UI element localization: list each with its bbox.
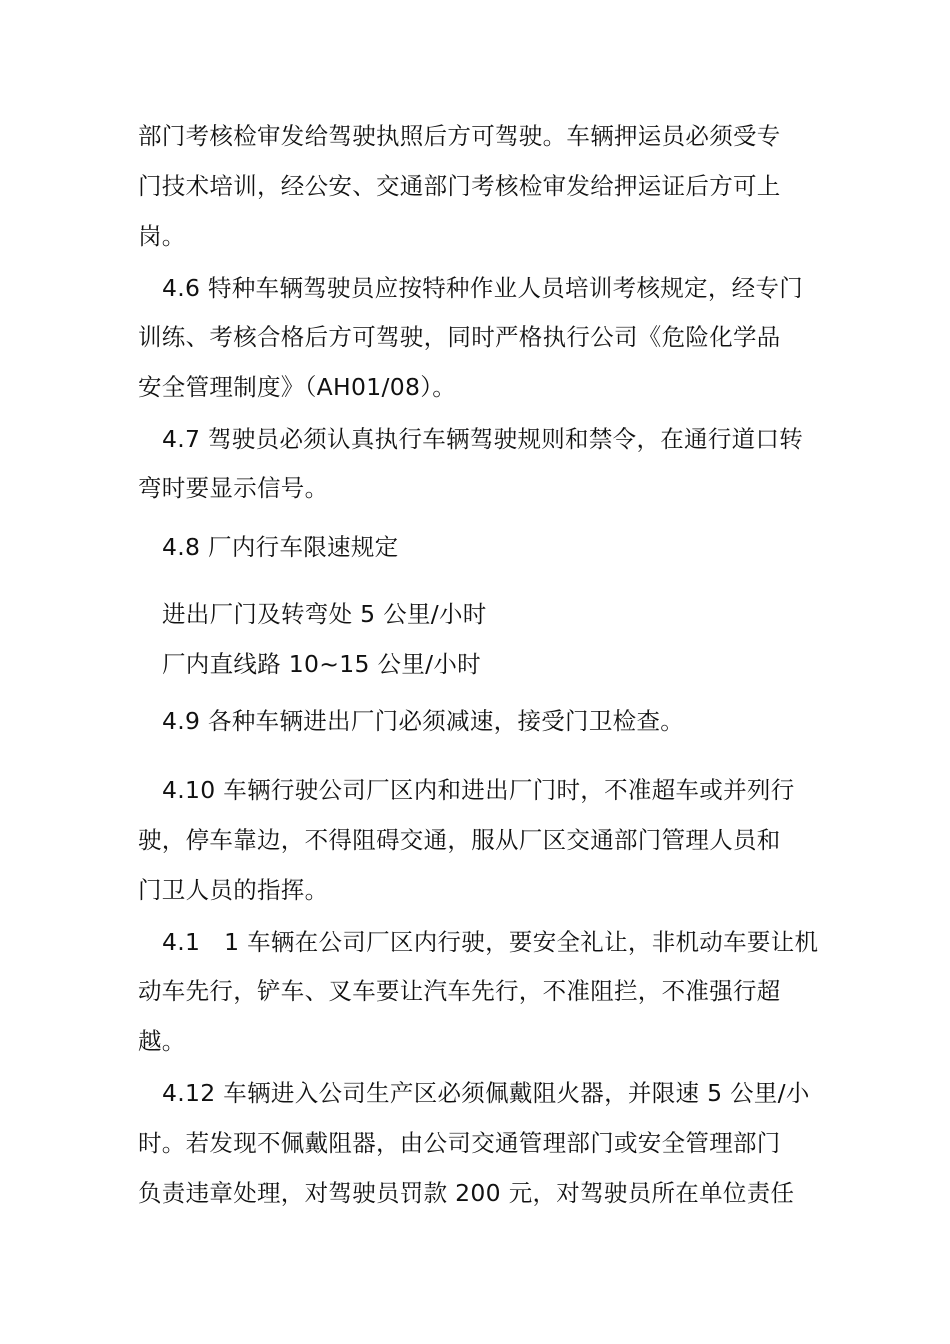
text-line: 岗。 — [138, 222, 186, 250]
text-line: 训练、考核合格后方可驾驶，同时严格执行公司《危险化学品 — [138, 323, 781, 351]
text-line: 动车先行，铲车、叉车要让汽车先行，不准阻拦，不准强行超 — [138, 977, 781, 1005]
text-line: 驶，停车靠边，不得阻碍交通，服从厂区交通部门管理人员和 — [138, 826, 781, 854]
text-line: 4.1 1 车辆在公司厂区内行驶，要安全礼让，非机动车要让机 — [162, 928, 819, 956]
text-line: 弯时要显示信号。 — [138, 474, 329, 502]
text-line: 4.6 特种车辆驾驶员应按特种作业人员培训考核规定，经专门 — [162, 274, 804, 302]
text-line: 门技术培训，经公安、交通部门考核检审发给押运证后方可上 — [138, 172, 781, 200]
text-line: 厂内直线路 10~15 公里/小时 — [162, 650, 481, 678]
text-line: 负责违章处理，对驾驶员罚款 200 元，对驾驶员所在单位责任 — [138, 1179, 795, 1207]
text-line: 安全管理制度》（AH01/08）。 — [138, 373, 457, 401]
text-line: 4.10 车辆行驶公司厂区内和进出厂门时，不准超车或并列行 — [162, 776, 795, 804]
text-line: 门卫人员的指挥。 — [138, 876, 329, 904]
text-line: 4.12 车辆进入公司生产区必须佩戴阻火器，并限速 5 公里/小 — [162, 1079, 810, 1107]
text-line: 进出厂门及转弯处 5 公里/小时 — [162, 600, 487, 628]
text-line: 4.9 各种车辆进出厂门必须减速，接受门卫检查。 — [162, 707, 685, 735]
text-line: 越。 — [138, 1027, 186, 1055]
text-line: 4.7 驾驶员必须认真执行车辆驾驶规则和禁令，在通行道口转 — [162, 425, 804, 453]
text-line: 部门考核检审发给驾驶执照后方可驾驶。车辆押运员必须受专 — [138, 122, 781, 150]
section-heading: 4.8 厂内行车限速规定 — [162, 533, 399, 561]
text-line: 时。若发现不佩戴阻器，由公司交通管理部门或安全管理部门 — [138, 1129, 781, 1157]
